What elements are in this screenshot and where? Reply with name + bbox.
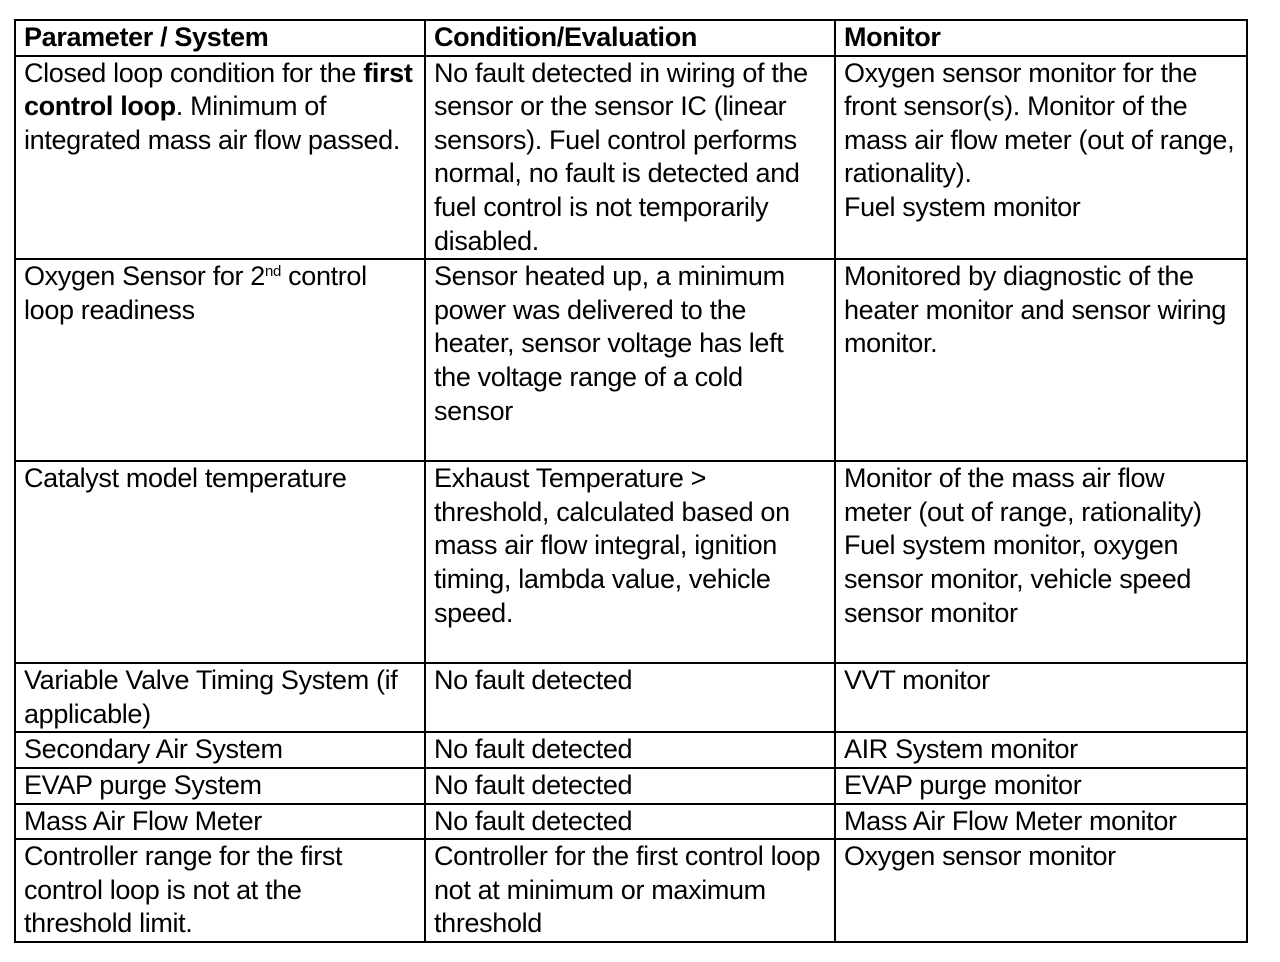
table-header-row [15, 20, 1247, 56]
monitor-line: Fuel system monitor [844, 191, 1081, 222]
cell-parameter [15, 56, 425, 260]
table-row [15, 804, 1247, 840]
header-condition: Condition/Evaluation [425, 20, 835, 56]
cell-parameter: Variable Valve Timing System (if applicable) [15, 663, 425, 732]
readiness-table [14, 19, 1248, 943]
cell-monitor: AIR System monitor [835, 732, 1247, 768]
cell-monitor: Oxygen sensor monitor [835, 839, 1247, 942]
parameter-text: Closed loop condition for the [24, 57, 364, 88]
cell-parameter: Controller range for the first control loop is not at the threshold limit. [15, 839, 425, 942]
cell-parameter [15, 259, 425, 461]
cell-monitor: Monitored by diagnostic of the heater monitor and sensor wiring monitor. [835, 259, 1247, 461]
monitor-line: Oxygen sensor monitor for the front sensor(s). Monitor of the mass air flow meter (out of range, rationality). [844, 57, 1235, 189]
cell-condition: No fault detected in wiring of the sensor or the sensor IC (linear sensors). Fuel control performs normal, no fault is detected and fuel control is not temporarily disabled. [425, 56, 835, 260]
document-page [14, 19, 1246, 943]
cell-condition: No fault detected [425, 732, 835, 768]
cell-monitor: VVT monitor [835, 663, 1247, 732]
cell-monitor: Monitor of the mass air flow meter (out of range, rationality) Fuel system monitor, oxygen sensor monitor, vehicle speed sensor monitor [835, 461, 1247, 663]
cell-parameter: EVAP purge System [15, 768, 425, 804]
parameter-text-cont: . Minimum of integrated mass air flow passed. [24, 91, 400, 155]
parameter-bold-text: first control loop [24, 57, 413, 122]
header-parameter: Parameter / System [15, 20, 425, 56]
parameter-superscript: nd [264, 263, 281, 281]
table-row [15, 732, 1247, 768]
cell-monitor: EVAP purge monitor [835, 768, 1247, 804]
cell-condition: No fault detected [425, 768, 835, 804]
cell-monitor [835, 56, 1247, 260]
header-monitor: Monitor [835, 20, 1247, 56]
cell-parameter: Catalyst model temperature [15, 461, 425, 663]
cell-condition: No fault detected [425, 663, 835, 732]
table-row [15, 259, 1247, 461]
cell-condition: Exhaust Temperature > threshold, calculated based on mass air flow integral, ignition timing, lambda value, vehicle speed. [425, 461, 835, 663]
table-row [15, 56, 1247, 260]
table-row [15, 768, 1247, 804]
cell-condition: Controller for the first control loop not at minimum or maximum threshold [425, 839, 835, 942]
cell-parameter: Mass Air Flow Meter [15, 804, 425, 840]
parameter-text-cont: control loop readiness [24, 261, 367, 325]
parameter-text: Oxygen Sensor for 2 [24, 261, 265, 292]
table-row [15, 663, 1247, 732]
cell-condition: Sensor heated up, a minimum power was delivered to the heater, sensor voltage has left the voltage range of a cold sensor [425, 259, 835, 461]
cell-monitor: Mass Air Flow Meter monitor [835, 804, 1247, 840]
table-row [15, 839, 1247, 942]
table-row [15, 461, 1247, 663]
cell-condition: No fault detected [425, 804, 835, 840]
cell-parameter: Secondary Air System [15, 732, 425, 768]
